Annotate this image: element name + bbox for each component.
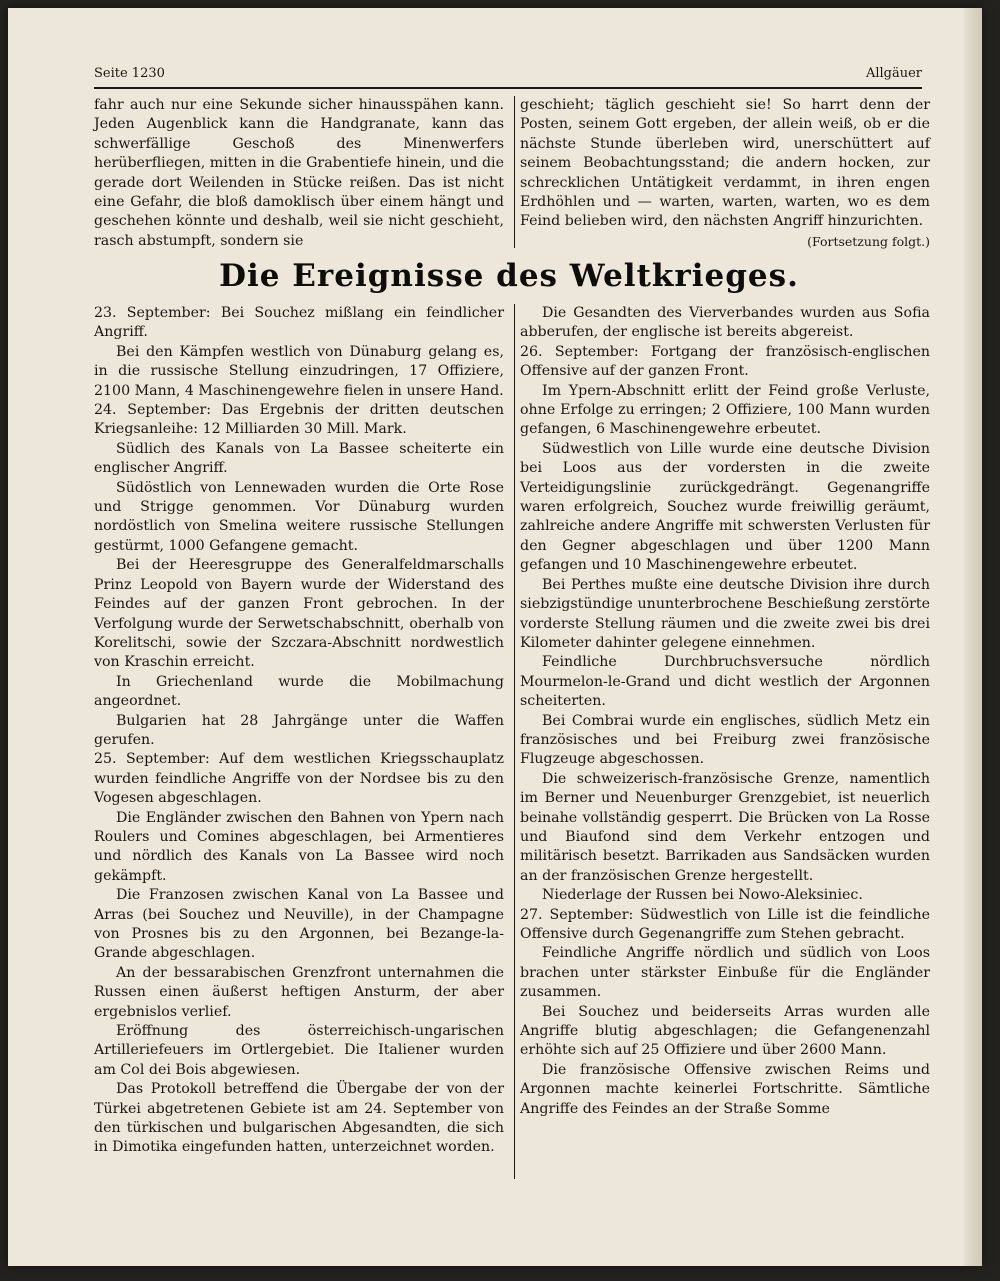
paragraph: Südwestlich von Lille wurde eine deutsche Division bei Loos aus der vordersten in die zweite Verteidigungslinie zurückgedrängt. Gegenangriffe waren erfolgreich, Souchez wurde freiwillig geräumt, zahlreiche andere Angriffe mit schwersten Verlusten für den Gegner abgeschlagen und über 1200 Mann gefangen und 10 Maschinengewehre erbeutet.: [520, 440, 930, 574]
column-divider-top: [514, 96, 515, 248]
newspaper-page: [8, 8, 982, 1266]
paragraph: [520, 96, 930, 249]
page-edge: [964, 8, 982, 1266]
paragraph: In Griechenland wurde die Mobilmachung angeordnet.: [94, 673, 504, 710]
paragraph: Feindliche Durchbruchsversuche nördlich Mourmelon-le-Grand und dicht westlich der Argonnen scheiterten.: [520, 654, 930, 710]
paragraph: Bulgarien hat 28 Jahrgänge unter die Waffen gerufen.: [94, 712, 504, 748]
column-divider-main: [514, 304, 515, 1179]
left-article-column: [94, 304, 504, 1158]
paragraph: An der bessarabischen Grenzfront unternahmen die Russen einen äußerst heftigen Ansturm, der aber ergebnislos verlief.: [94, 964, 504, 1020]
article-title: Die Ereignisse des Weltkrieges.: [219, 258, 799, 294]
paragraph: Südlich des Kanals von La Bassee scheiterte ein englischer Angriff.: [94, 440, 504, 477]
header-rule: [94, 87, 922, 89]
dated-entry: 27. September: Südwestlich von Lille ist die feindliche Offensive durch Gegenangriffe zum Stehen gebracht.: [520, 906, 930, 942]
paragraph: Bei Combrai wurde ein englisches, südlich Metz ein französisches und bei Freiburg zwei französische Flugzeuge abgeschossen.: [520, 712, 930, 768]
paragraph: fahr auch nur eine Sekunde sicher hinausspähen kann. Jeden Augenblick kann die Handgranate, kann das schwerfällige Geschoß des Minenwerfers herüberfliegen, mitten in die Grabentiefe hinein, und die gerade dort Weilenden in Stücke reißen. Das ist nicht eine Gefahr, die bloß damoklisch über einem hängt und geschehen könnte und deshalb, weil sie nicht geschieht, rasch abstumpft, sondern sie: [94, 97, 504, 249]
continuation-note: (Fortsetzung folgt.): [807, 233, 930, 249]
page-number: Seite 1230: [94, 66, 165, 81]
publication-name: Allgäuer: [865, 66, 922, 81]
dated-entry: 26. September: Fortgang der französisch-englischen Offensive auf der ganzen Front.: [520, 343, 930, 380]
dated-entry: 23. September: Bei Souchez mißlang ein feindlicher Angriff.: [94, 305, 504, 341]
dated-entry: 24. September: Das Ergebnis der dritten deutschen Kriegsanleihe: 12 Milliarden 30 Mill. Mark.: [94, 402, 504, 438]
paragraph: Die Franzosen zwischen Kanal von La Bassee und Arras (bei Souchez und Neuville), in der Champagne von Prosnes bis zu den Argonnen, bei Bezange-la-Grande abgeschlagen.: [94, 887, 504, 962]
dated-entry: 25. September: Auf dem westlichen Kriegsschauplatz wurden feindliche Angriffe von der Nordsee bis zu den Vogesen abgeschlagen.: [94, 751, 504, 807]
paragraph: Bei Souchez und beiderseits Arras wurden alle Angriffe blutig abgeschlagen; die Gefangenenzahl erhöhte sich auf 25 Offiziere und über 2600 Mann.: [520, 1003, 930, 1059]
paragraph: Die Engländer zwischen den Bahnen von Ypern nach Roulers und Comines abgeschlagen, bei Armentieres und nördlich des Kanals von La Bassee wird noch gekämpft.: [94, 809, 504, 884]
top-left-column: [94, 96, 504, 251]
page-header: [94, 64, 922, 86]
paragraph: Die schweizerisch-französische Grenze, namentlich im Berner und Neuenburger Grenzgebiet, ist neuerlich beinahe vollständig gesperrt. Die Brücken von La Rosse und Biaufond sind dem Verkehr entzogen und militärisch besetzt. Barrikaden aus Sandsäcken wurden an der französischen Grenze hergestellt.: [520, 770, 930, 884]
paragraph: Im Ypern-Abschnitt erlitt der Feind große Verluste, ohne Erfolge zu erringen; 2 Offiziere, 100 Mann wurden gefangen, 6 Maschinengewehre erbeutet.: [520, 382, 930, 438]
paragraph: Das Protokoll betreffend die Übergabe der von der Türkei abgetretenen Gebiete ist am 24. September von den türkischen und bulgarischen Abgesandten, die sich in Dimotika eingefunden hatten, unterzeichnet worden.: [94, 1081, 504, 1156]
paragraph: Feindliche Angriffe nördlich und südlich von Loos brachen unter stärkster Einbuße für die Engländer zusammen.: [520, 945, 930, 1001]
paragraph-text: geschieht; täglich geschieht sie! So harrt denn der Posten, seinem Gott ergeben, der allein weiß, ob er die nächste Stunde überleben wird, unerschüttert auf seinem Beobachtungsstand; die andern hocken, zur schrecklichen Untätigkeit verdammt, in ihren engen Erdhöhlen und — warten, warten, warten, wo es dem Feind belieben wird, den nächsten Angriff hinzurichten.: [520, 97, 930, 230]
paragraph: Südöstlich von Lennewaden wurden die Orte Rose und Strigge genommen. Vor Dünaburg wurden nordöstlich von Smelina weitere russische Stellungen gestürmt, 1000 Gefangene gemacht.: [94, 479, 504, 554]
paragraph: Niederlage der Russen bei Nowo-Aleksiniec.: [542, 887, 863, 904]
paragraph: Bei den Kämpfen westlich von Dünaburg gelang es, in die russische Stellung einzudringen, 17 Offiziere, 2100 Mann, 4 Maschinengewehre fielen in unsere Hand.: [94, 343, 504, 399]
paragraph: Bei der Heeresgruppe des Generalfeldmarschalls Prinz Leopold von Bayern wurde der Widerstand des Feindes auf der ganzen Front gebrochen. In der Verfolgung wurde der Serwetschabschnitt, oberhalb von Korelitschi, sowie der Szczara-Abschnitt nordwestlich von Kraschin erreicht.: [94, 557, 504, 671]
paragraph: Die französische Offensive zwischen Reims und Argonnen machte keinerlei Fortschritte. Sämtliche Angriffe des Feindes an der Straße Somme: [520, 1061, 930, 1117]
paragraph: Die Gesandten des Vierverbandes wurden aus Sofia abberufen, der englische ist bereits abgereist.: [520, 305, 930, 341]
right-article-column: [520, 304, 930, 1119]
top-right-column: [520, 96, 930, 251]
paragraph: Eröffnung des österreichisch-ungarischen Artilleriefeuers im Ortlergebiet. Die Italiener wurden am Col dei Bois abgewiesen.: [94, 1023, 504, 1078]
paragraph: Bei Perthes mußte eine deutsche Division ihre durch siebzigstündige ununterbrochene Beschießung zerstörte vorderste Stellung räumen und die zweite zwei bis drei Kilometer dahinter gelegene einnehmen.: [520, 576, 930, 651]
